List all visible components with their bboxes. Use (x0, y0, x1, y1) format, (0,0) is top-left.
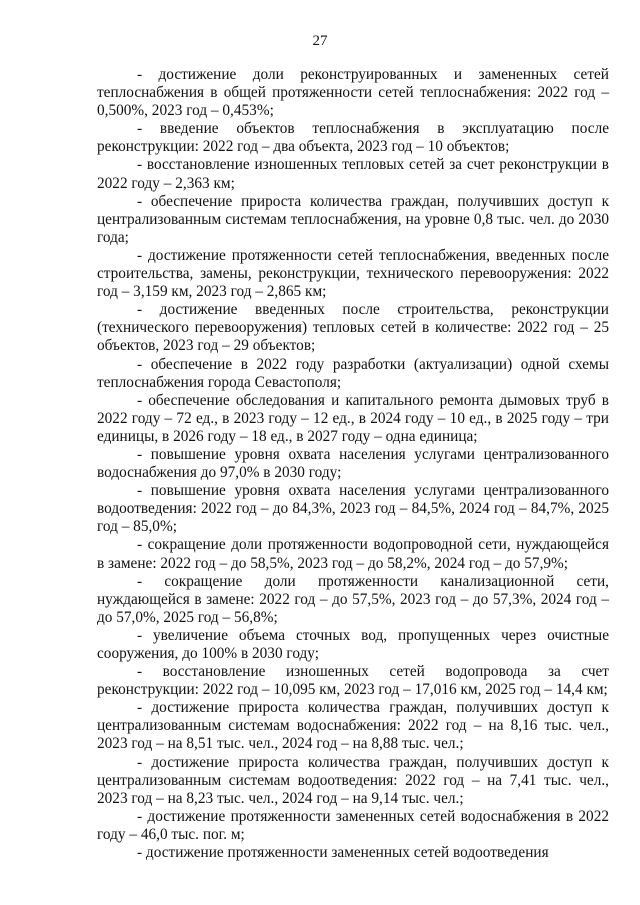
paragraph: - восстановление изношенных сетей водопровода за счет реконструкции: 2022 год – 10,095 км, 2023 год – 17,016 км, 2025 год – 14,4 км; (97, 663, 609, 699)
body-text (97, 66, 609, 862)
paragraph: - обеспечение прироста количества граждан, получивших доступ к централизованным системам теплоснабжения, на уровне 0,8 тыс. чел. до 2030 года; (97, 192, 609, 246)
paragraph: - повышение уровня охвата населения услугами централизованного водоснабжения до 97,0% в 2030 году; (97, 445, 609, 482)
paragraph: - увеличение объема сточных вод, пропущенных через очистные сооружения, до 100% в 2030 году; (97, 626, 609, 662)
paragraph: - достижение доли реконструированных и замененных сетей теплоснабжения в общей протяженности сетей теплоснабжения: 2022 год – 0,500%, 2023 год – 0,453%; (97, 66, 609, 120)
paragraph: - достижение введенных после строительства, реконструкции (технического перевооружения) тепловых сетей в количестве: 2022 год – 25 объектов, 2023 год – 29 объектов; (97, 301, 609, 355)
paragraph: - достижение прироста количества граждан, получивших доступ к централизованным системам водоотведения: 2022 год – на 7,41 тыс. чел., 2023 год – на 8,23 тыс. чел., 2024 год – на 9,14 тыс. чел.; (97, 753, 609, 807)
paragraph: - введение объектов теплоснабжения в эксплуатацию после реконструкции: 2022 год – два объекта, 2023 год – 10 объектов; (97, 120, 609, 156)
paragraph: - обеспечение в 2022 году разработки (актуализации) одной схемы теплоснабжения города Севастополя; (97, 355, 609, 391)
paragraph: - сокращение доли протяженности канализационной сети, нуждающейся в замене: 2022 год – до 57,5%, 2023 год – до 57,3%, 2024 год – до 57,0%, 2025 год – 56,8%; (97, 572, 609, 626)
paragraph: - достижение протяженности сетей теплоснабжения, введенных после строительства, замены, реконструкции, технического перевооружения: 2022 год – 3,159 км, 2023 год – 2,865 км; (97, 246, 609, 301)
paragraph: - достижение протяженности замененных сетей водоотведения (137, 844, 549, 862)
paragraph: - сокращение доли протяженности водопроводной сети, нуждающейся в замене: 2022 год – до 58,5%, 2023 год – до 58,2%, 2024 год – до 57,9%; (97, 536, 609, 572)
paragraph: - повышение уровня охвата населения услугами централизованного водоотведения: 2022 год – до 84,3%, 2023 год – 84,5%, 2024 год – 84,7%, 2025 год – 85,0%; (97, 482, 609, 536)
page-number: 27 (312, 33, 328, 49)
paragraph: - достижение протяженности замененных сетей водоснабжения в 2022 году – 46,0 тыс. пог. м; (97, 807, 609, 843)
paragraph: - восстановление изношенных тепловых сетей за счет реконструкции в 2022 году – 2,363 км; (97, 156, 609, 192)
paragraph: - обеспечение обследования и капитального ремонта дымовых труб в 2022 году – 72 ед., в 2023 году – 12 ед., в 2024 году – 10 ед., в 2025 году – три единицы, в 2026 году – 18 ед., в 2027 году – одна единица; (97, 391, 609, 445)
paragraph: - достижение прироста количества граждан, получивших доступ к централизованным системам водоснабжения: 2022 год – на 8,16 тыс. чел., 2023 год – на 8,51 тыс. чел., 2024 год – на 8,88 тыс. чел.; (97, 699, 609, 753)
